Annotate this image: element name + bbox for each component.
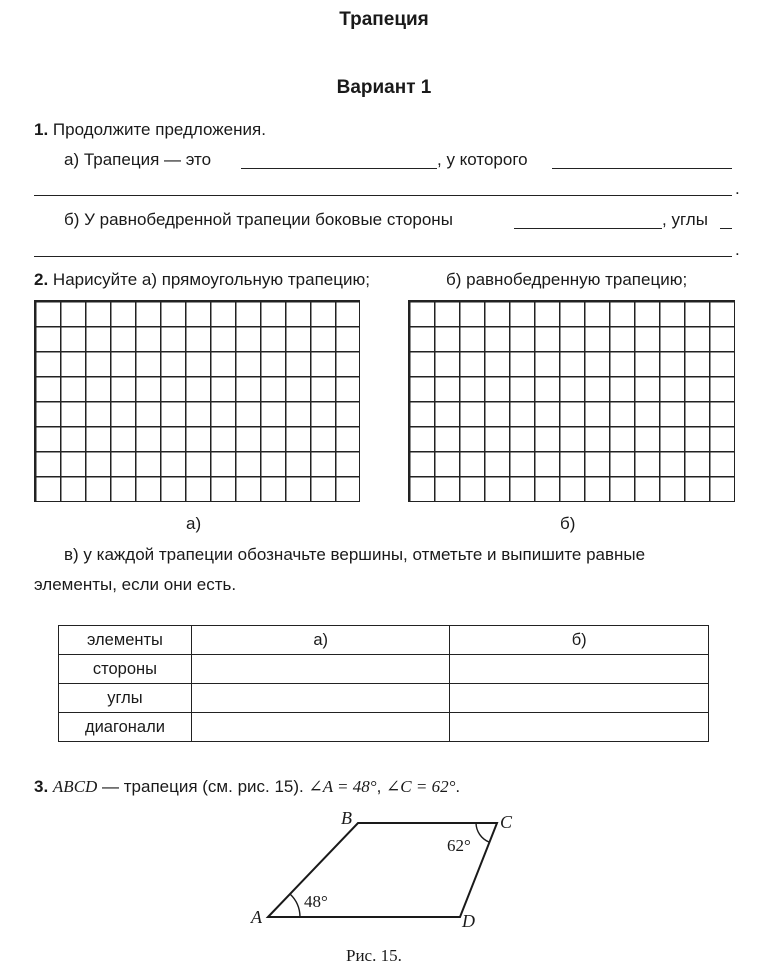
task3-period: . <box>455 777 461 796</box>
table-row-label: углы <box>59 684 192 713</box>
task2-prompt: Нарисуйте а) прямоугольную трапецию; <box>52 270 370 289</box>
table-row-label: диагонали <box>59 713 192 742</box>
task3-number: 3. <box>34 777 49 796</box>
vertex-d-label: D <box>462 911 475 931</box>
task3-text: — трапеция (см. рис. 15). <box>97 777 309 796</box>
grid-b-label: б) <box>560 514 576 533</box>
page-title: Трапеция <box>339 9 429 30</box>
task3-angle-c: ∠C = 62° <box>386 777 456 796</box>
table-header-cell: а) <box>191 626 450 655</box>
vertex-c-label: C <box>500 812 513 832</box>
task2-v-line2: элементы, если они есть. <box>34 575 237 594</box>
table-row-label: стороны <box>59 655 192 684</box>
task1-b-mid: , углы <box>662 210 708 229</box>
task1-a-start: а) Трапеция — это <box>64 150 212 169</box>
task2-prompt-b: б) равнобедренную трапецию; <box>446 270 688 289</box>
task1-b-period: . <box>735 240 740 259</box>
angle-a-arc <box>290 894 300 917</box>
grid-a-label: а) <box>186 514 202 533</box>
variant-title: Вариант 1 <box>336 77 432 98</box>
task1-b-start: б) У равнобедренной трапеции боковые стороны <box>64 210 453 229</box>
task2-v-line1: в) у каждой трапеции обозначьте вершины, отметьте и выпишите равные <box>64 545 646 564</box>
task2-number: 2. <box>34 270 49 289</box>
task1-a-mid: , у которого <box>437 150 528 169</box>
task3-angle-a: ∠A = 48° <box>308 777 377 796</box>
task1-prompt: Продолжите предложения. <box>52 120 266 139</box>
vertex-b-label: B <box>341 808 352 828</box>
table-header-cell: элементы <box>59 626 192 655</box>
angle-c-value: 62° <box>447 836 471 855</box>
figure-caption: Рис. 15. <box>346 946 402 965</box>
task1-a-period: . <box>735 179 740 198</box>
table-header-cell: б) <box>450 626 709 655</box>
task3-abcd: ABCD <box>52 777 98 796</box>
vertex-a-label: A <box>251 907 262 927</box>
angle-c-arc <box>476 823 489 842</box>
angle-a-value: 48° <box>304 892 328 911</box>
task1-number: 1. <box>34 120 49 139</box>
task3-comma: , <box>376 777 387 796</box>
